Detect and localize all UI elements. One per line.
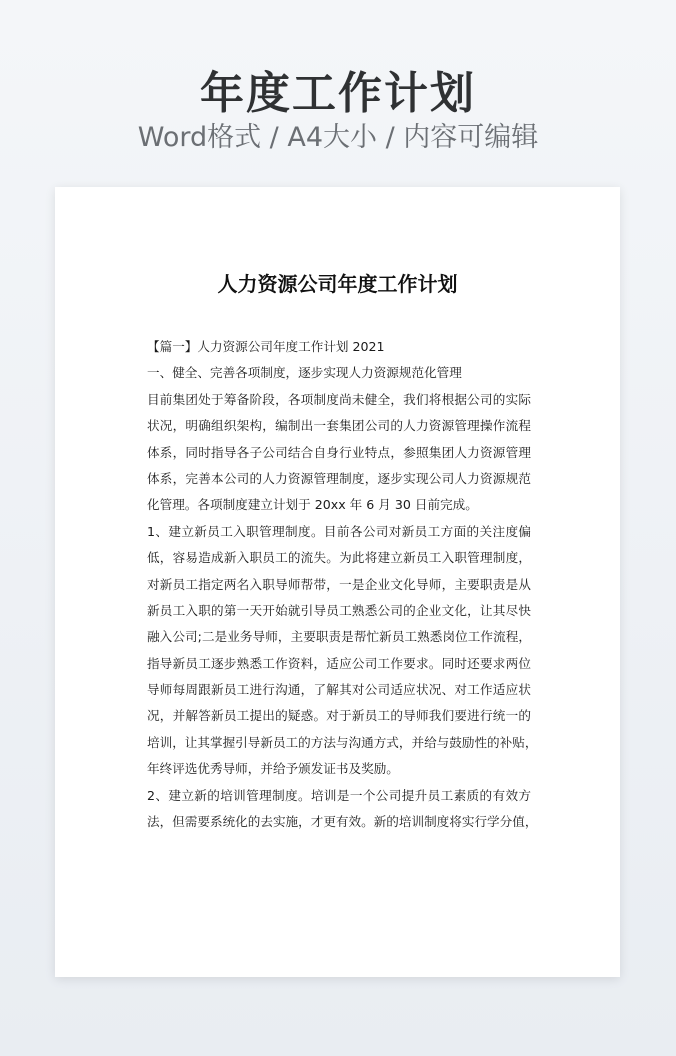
document-title: 人力资源公司年度工作计划: [217, 272, 458, 296]
body-line: 目前集团处于筹备阶段，各项制度尚未健全，我们将根据公司的实际: [147, 391, 531, 407]
body-line: 1、建立新员工入职管理制度。目前各公司对新员工方面的关注度偏: [147, 523, 531, 539]
body-line: 导师每周跟新员工进行沟通，了解其对公司适应状况、对工作适应状: [147, 682, 531, 698]
body-line: 体系，完善本公司的人力资源管理制度，逐步实现公司人力资源规范: [147, 470, 531, 486]
section-subheading: 一、健全、完善各项制度，逐步实现人力资源规范化管理: [147, 365, 462, 381]
body-line: 况，并解答新员工提出的疑惑。对于新员工的导师我们要进行统一的: [147, 708, 531, 724]
body-line: 2、建立新的培训管理制度。培训是一个公司提升员工素质的有效方: [147, 787, 531, 803]
body-line: 对新员工指定两名入职导师帮带，一是企业文化导师，主要职责是从: [147, 576, 531, 592]
page-subtitle: Word格式 / A4大小 / 内容可编辑: [137, 122, 539, 153]
page-title: 年度工作计划: [200, 68, 476, 119]
body-line: 低，容易造成新入职员工的流失。为此将建立新员工入职管理制度，: [147, 550, 531, 566]
body-line: 年终评选优秀导师，并给予颁发证书及奖励。: [147, 761, 399, 777]
body-line: 新员工入职的第一天开始就引导员工熟悉公司的企业文化，让其尽快: [147, 602, 531, 618]
section-heading: 【篇一】人力资源公司年度工作计划 2021: [147, 339, 385, 354]
body-line: 指导新员工逐步熟悉工作资料，适应公司工作要求。同时还要求两位: [147, 655, 531, 671]
document-page: [55, 187, 620, 977]
body-line: 化管理。各项制度建立计划于 20xx 年 6 月 30 日前完成。: [147, 497, 478, 513]
body-line: 状况，明确组织架构，编制出一套集团公司的人力资源管理操作流程: [147, 418, 531, 434]
body-line: 法，但需要系统化的去实施，才更有效。新的培训制度将实行学分值，: [147, 814, 538, 830]
document-body: [147, 334, 538, 835]
body-line: 培训，让其掌握引导新员工的方法与沟通方式，并给与鼓励性的补贴，: [147, 734, 538, 750]
body-line: 融入公司;二是业务导师，主要职责是帮忙新员工熟悉岗位工作流程，: [147, 629, 531, 645]
body-line: 体系，同时指导各子公司结合自身行业特点，参照集团人力资源管理: [147, 444, 531, 460]
